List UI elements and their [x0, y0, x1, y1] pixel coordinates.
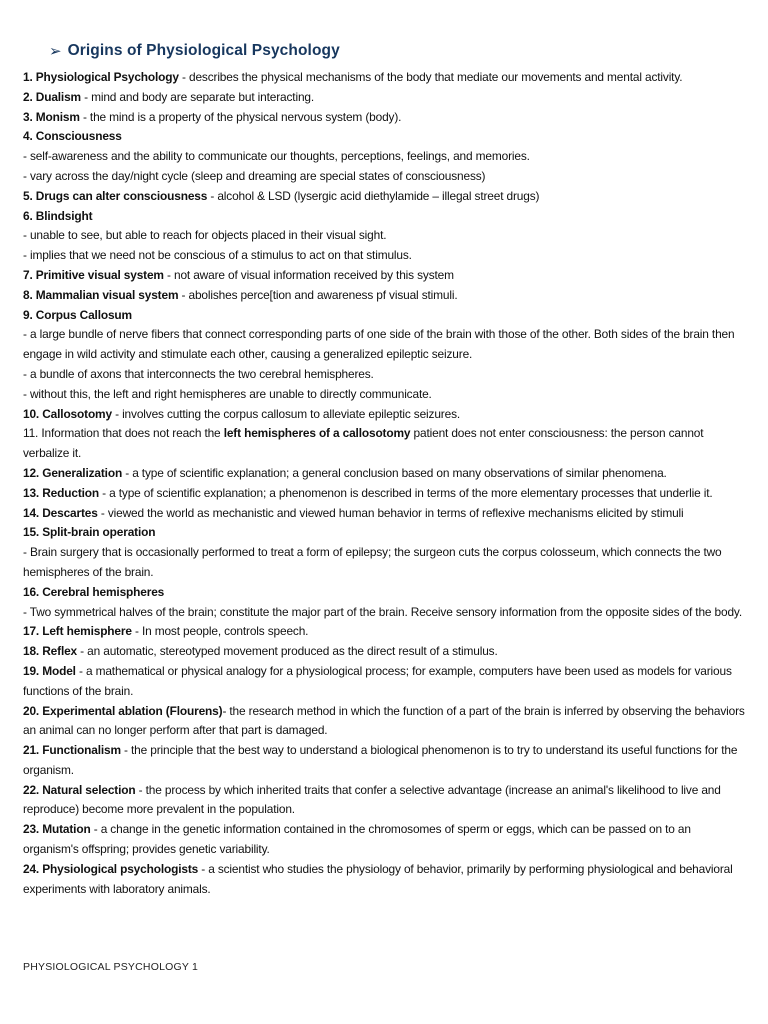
item-term: 19. Model — [23, 663, 76, 678]
list-item — [23, 266, 745, 286]
item-definition: - vary across the day/night cycle (sleep and dreaming are special states of consciousness) — [23, 168, 486, 183]
list-item — [23, 583, 745, 603]
item-term: 21. Functionalism — [23, 743, 121, 758]
item-definition: - mind and body are separate but interacting. — [80, 89, 315, 104]
section-heading — [49, 42, 745, 60]
item-definition: - describes the physical mechanisms of the body that mediate our movements and mental activity. — [178, 70, 683, 84]
item-definition: - unable to see, but able to reach for objects placed in their visual sight. — [23, 228, 387, 243]
item-term: 14. Descartes — [23, 505, 98, 520]
item-definition: - viewed the world as mechanistic and viewed human behavior in terms of reflexive mechanisms elicited by stimuli — [97, 505, 684, 520]
item-term: 17. Left hemisphere — [23, 624, 132, 639]
list-item — [23, 464, 745, 484]
item-definition: - the principle that the best way to understand a biological phenomenon is to try to understand its useful functions for the organism. — [23, 743, 738, 777]
item-term: 16. Cerebral hemispheres — [23, 584, 165, 599]
list-item — [23, 543, 745, 583]
item-term: 7. Primitive visual system — [23, 267, 164, 282]
item-definition: - Two symmetrical halves of the brain; constitute the major part of the brain. Receive sensory information from the opposite sides of the body. — [23, 604, 742, 619]
list-item — [23, 642, 745, 662]
item-definition: - without this, the left and right hemispheres are unable to directly communicate. — [23, 386, 432, 401]
list-item — [23, 662, 745, 702]
item-term: 9. Corpus Callosum — [23, 307, 132, 322]
item-definition: - a bundle of axons that interconnects the two cerebral hemispheres. — [23, 366, 374, 381]
item-definition: - a type of scientific explanation; a general conclusion based on many observations of similar phenomena. — [122, 465, 667, 480]
item-definition: - an automatic, stereotyped movement produced as the direct result of a stimulus. — [77, 644, 498, 659]
item-definition: - implies that we need not be conscious of a stimulus to act on that stimulus. — [23, 248, 412, 263]
item-term: 12. Generalization — [23, 465, 123, 480]
list-item — [23, 405, 745, 425]
item-definition: patient does not enter consciousness: the person cannot verbalize it. — [23, 426, 704, 461]
item-definition: - In most people, controls speech. — [131, 624, 309, 639]
definitions-list — [23, 68, 745, 899]
item-term: 8. Mammalian visual system — [23, 287, 179, 302]
item-term: 20. Experimental ablation (Flourens) — [23, 703, 223, 718]
list-item — [23, 603, 745, 623]
item-term: 4. Consciousness — [23, 129, 122, 144]
item-definition: - a scientist who studies the physiology of behavior, primarily by performing physiological and behavioral experiments with laboratory animals. — [23, 861, 733, 896]
item-definition: - the mind is a property of the physical nervous system (body). — [79, 109, 402, 124]
page-footer: PHYSIOLOGICAL PSYCHOLOGY 1 — [23, 961, 199, 973]
item-definition: - a mathematical or physical analogy for a physiological process; for example, computers have been used as models for various functions of the brain. — [23, 663, 732, 698]
item-term: 18. Reflex — [23, 644, 78, 659]
item-term: 23. Mutation — [23, 822, 91, 837]
item-term: 13. Reduction — [23, 485, 100, 500]
item-definition: - involves cutting the corpus callosum to alleviate epileptic seizures. — [111, 406, 461, 421]
list-item — [23, 108, 745, 128]
arrow-bullet-icon: ➢ — [49, 43, 62, 60]
item-term: 15. Split-brain operation — [23, 525, 156, 540]
item-definition: - Brain surgery that is occasionally performed to treat a form of epilepsy; the surgeon cuts the corpus colosseum, which connects the two hemispheres of the brain. — [23, 545, 722, 579]
list-item — [23, 741, 745, 781]
list-item — [23, 365, 745, 385]
list-item — [23, 286, 745, 306]
list-item — [23, 246, 745, 266]
item-term: 3. Monism — [23, 109, 80, 124]
item-lead-text: 11. Information that does not reach the — [23, 426, 224, 441]
item-definition: - a type of scientific explanation; a phenomenon is described in terms of the more elementary processes that underlie it. — [99, 485, 713, 500]
list-item — [23, 207, 745, 227]
list-item — [23, 187, 745, 207]
list-item — [23, 622, 745, 642]
list-item — [23, 702, 745, 742]
item-definition: - a change in the genetic information contained in the chromosomes of sperm or eggs, which can be passed on to an organism's offspring; provides genetic variability. — [23, 822, 691, 857]
item-term: 2. Dualism — [23, 89, 81, 104]
list-item — [23, 325, 745, 365]
list-item — [23, 68, 745, 88]
item-definition: - a large bundle of nerve fibers that connect corresponding parts of one side of the brain with those of the other. Both sides of the brain then engage in wild activity and stimulate each other, causing a generalized epileptic seizure. — [23, 327, 735, 362]
item-definition: - the process by which inherited traits that confer a selective advantage (increase an animal's likelihood to live and reproduce) become more prevalent in the population. — [23, 782, 721, 817]
item-term: left hemispheres of a callosotomy — [223, 426, 411, 441]
list-item — [23, 306, 745, 326]
list-item — [23, 147, 745, 167]
item-definition: - not aware of visual information received by this system — [163, 267, 454, 282]
list-item — [23, 226, 745, 246]
list-item — [23, 860, 745, 900]
item-term: 1. Physiological Psychology — [23, 70, 179, 84]
item-definition: - the research method in which the function of a part of the brain is inferred by observing the behaviors an animal can no longer perform after that part is damaged. — [23, 703, 745, 738]
list-item — [23, 523, 745, 543]
item-term: 6. Blindsight — [23, 208, 93, 223]
item-term: 10. Callosotomy — [23, 406, 112, 421]
list-item — [23, 484, 745, 504]
list-item — [23, 385, 745, 405]
list-item — [23, 781, 745, 821]
list-item — [23, 504, 745, 524]
item-term: 22. Natural selection — [23, 782, 136, 797]
item-term: 24. Physiological psychologists — [23, 861, 199, 876]
list-item — [23, 88, 745, 108]
item-definition: - self-awareness and the ability to communicate our thoughts, perceptions, feelings, and memories. — [23, 149, 530, 164]
page-title: Origins of Physiological Psychology — [67, 42, 340, 59]
item-definition: - alcohol & LSD (lysergic acid diethylamide – illegal street drugs) — [207, 188, 540, 203]
list-item — [23, 820, 745, 860]
list-item — [23, 127, 745, 147]
list-item — [23, 167, 745, 187]
item-term: 5. Drugs can alter consciousness — [23, 188, 208, 203]
item-definition: - abolishes perce[tion and awareness pf visual stimuli. — [178, 287, 458, 302]
list-item — [23, 424, 745, 464]
